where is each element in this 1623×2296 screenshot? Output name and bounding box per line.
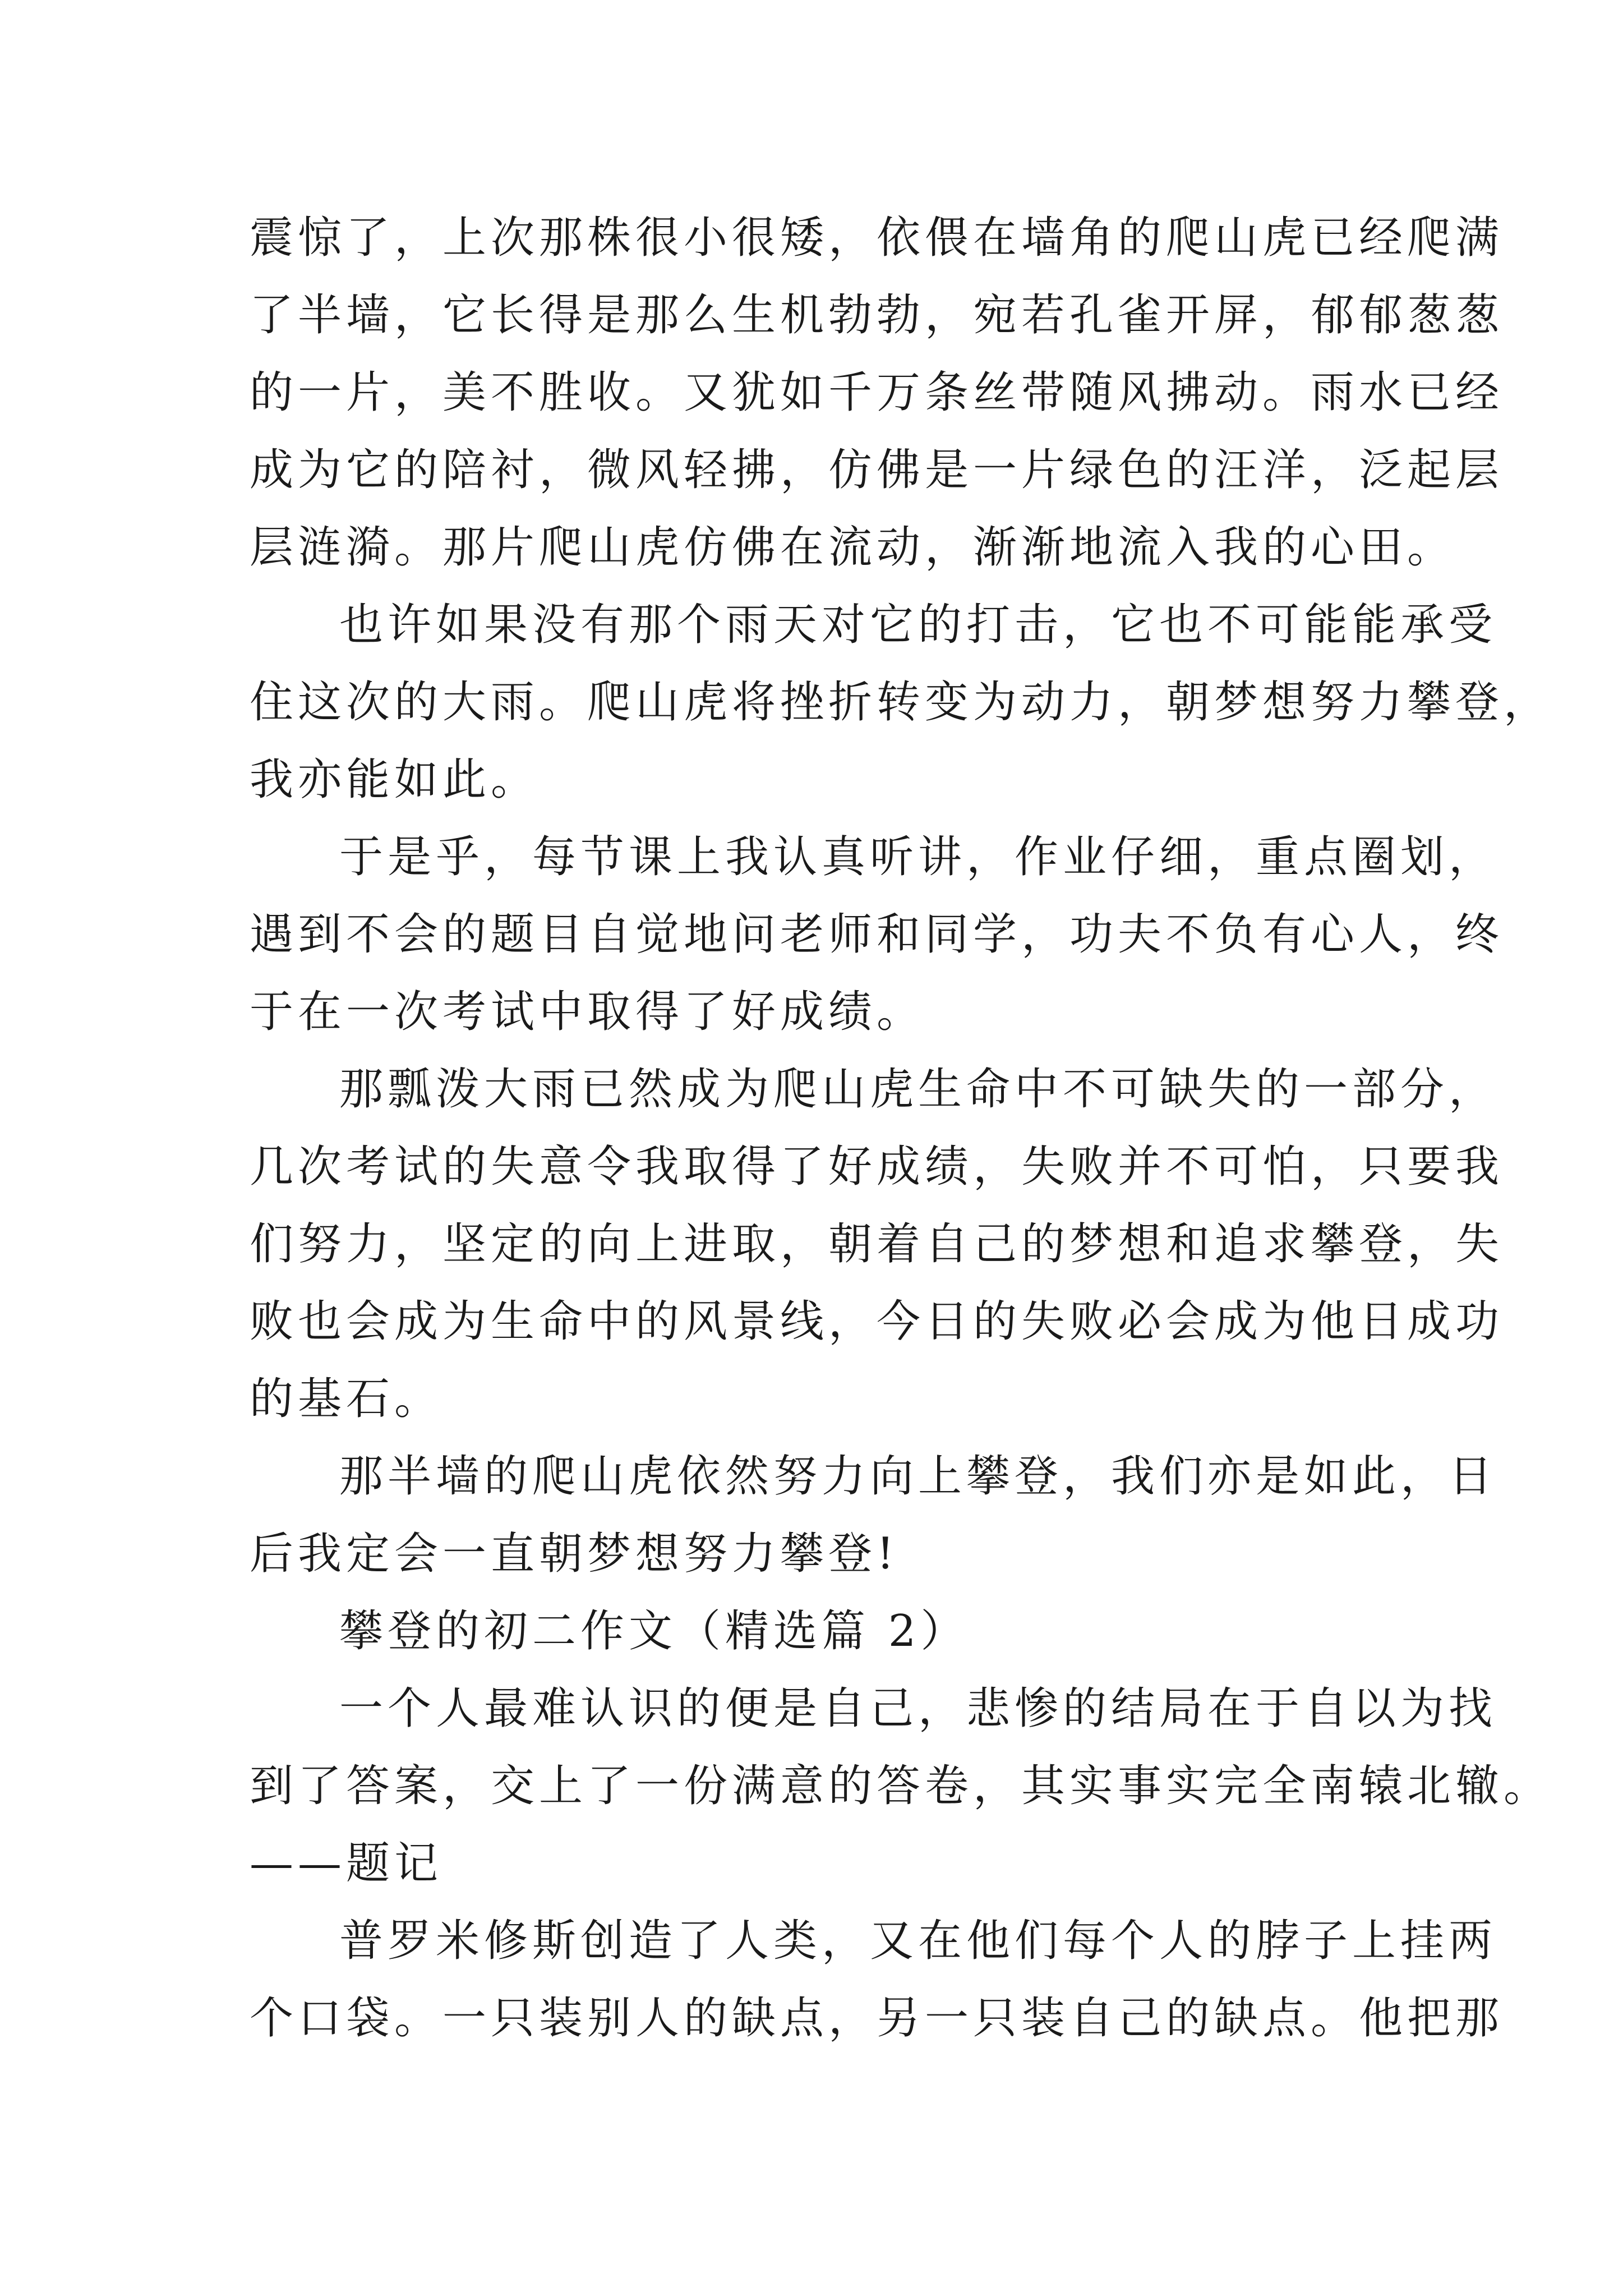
text-line: 震惊了，上次那株很小很矮，依偎在墙角的爬山虎已经爬满: [250, 213, 1504, 263]
text-line: 了半墙，它长得是那么生机勃勃，宛若孔雀开屏，郁郁葱葱: [250, 290, 1504, 341]
text-line: 的基石。: [250, 1374, 443, 1424]
paragraph-first-line: 一个人最难认识的便是自己，悲惨的结局在于自以为找: [339, 1683, 1497, 1734]
essay-body: [250, 199, 1552, 2057]
paragraph-first-line: 也许如果没有那个雨天对它的打击，它也不可能能承受: [339, 600, 1497, 650]
text-line: 层涟漪。那片爬山虎仿佛在流动，渐渐地流入我的心田。: [250, 522, 1456, 573]
paragraph-first-line: 于是乎，每节课上我认真听讲，作业仔细，重点圈划，: [339, 832, 1497, 882]
text-line: 后我定会一直朝梦想努力攀登!: [250, 1529, 899, 1579]
paragraph-first-line: 那半墙的爬山虎依然努力向上攀登，我们亦是如此，日: [339, 1451, 1497, 1502]
paragraph-first-line: 普罗米修斯创造了人类，又在他们每个人的脖子上挂两: [339, 1916, 1497, 1966]
epigraph-attribution: ——题记: [250, 1838, 443, 1889]
paragraph-first-line: 那瓢泼大雨已然成为爬山虎生命中不可缺失的一部分，: [339, 1064, 1497, 1115]
text-line: 个口袋。一只装别人的缺点，另一只装自己的缺点。他把那: [250, 1993, 1504, 2044]
text-line: 到了答案，交上了一份满意的答卷，其实事实完全南辕北辙。: [250, 1761, 1552, 1811]
text-line: 我亦能如此。: [250, 754, 540, 805]
text-line: 于在一次考试中取得了好成绩。: [250, 987, 925, 1037]
text-line: 成为它的陪衬，微风轻拂，仿佛是一片绿色的汪洋，泛起层: [250, 445, 1504, 495]
text-line: 的一片，美不胜收。又犹如千万条丝带随风拂动。雨水已经: [250, 367, 1504, 418]
text-line: 们努力，坚定的向上进取，朝着自己的梦想和追求攀登，失: [250, 1219, 1504, 1269]
text-line: 住这次的大雨。爬山虎将挫折转变为动力，朝梦想努力攀登，: [250, 677, 1552, 728]
text-line: 遇到不会的题目自觉地问老师和同学，功夫不负有心人，终: [250, 909, 1504, 960]
text-line: 几次考试的失意令我取得了好成绩，失败并不可怕，只要我: [250, 1142, 1504, 1192]
section-heading: 攀登的初二作文（精选篇 2）: [339, 1606, 969, 1657]
text-line: 败也会成为生命中的风景线，今日的失败必会成为他日成功: [250, 1296, 1504, 1347]
